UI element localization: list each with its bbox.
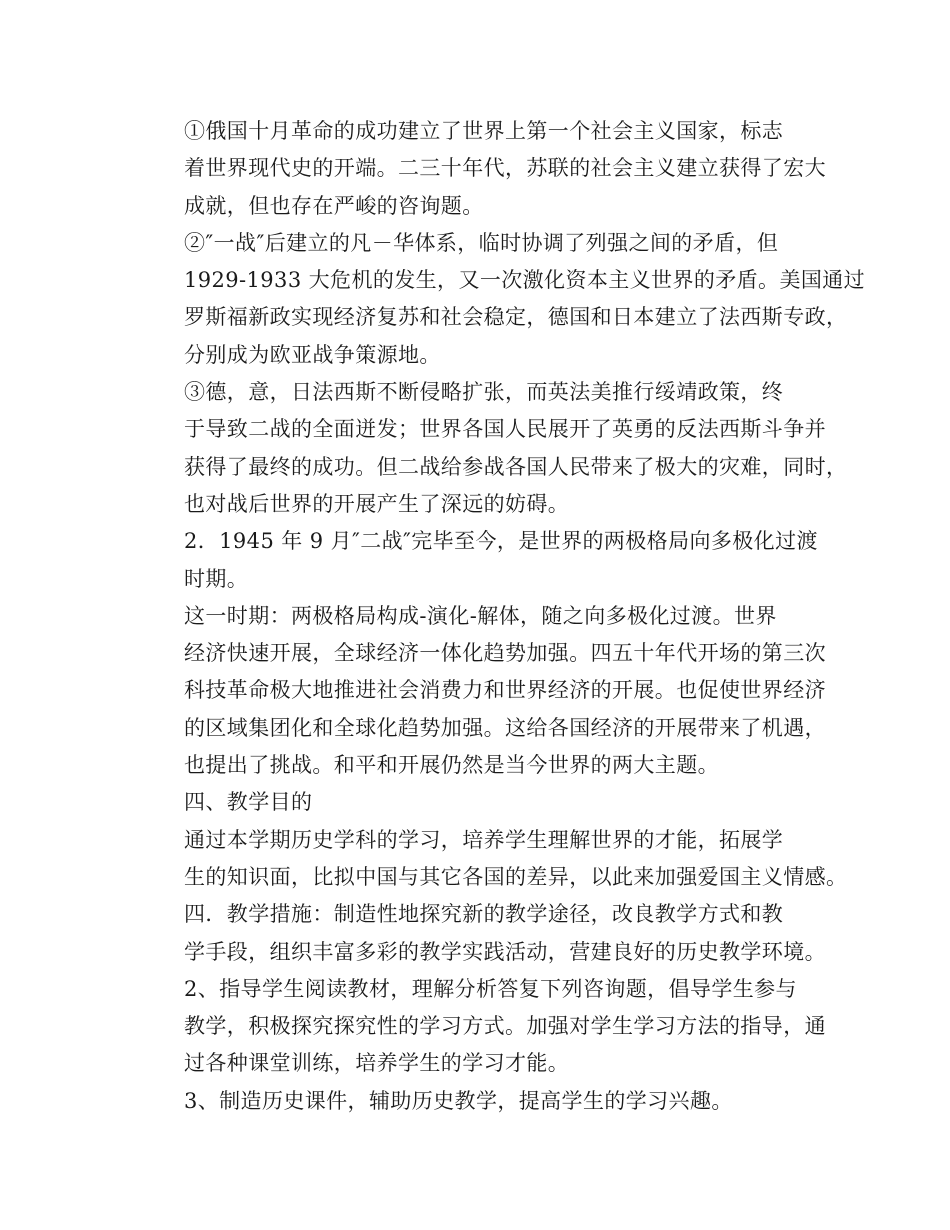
text-line: 的区域集团化和全球化趋势加强。这给各国经济的开展带来了机遇，	[184, 715, 826, 740]
text-line: 这一时期：两极格局构成-演化-解体，随之向多极化过渡。世界	[184, 603, 777, 628]
paragraph-fascist-expansion	[140, 374, 848, 523]
text-line: 1929-1933 大危机的发生，又一次激化资本主义世界的矛盾。美国通过	[184, 268, 866, 293]
text-line: 也对战后世界的开展产生了深远的妨碍。	[184, 491, 570, 516]
text-line: 时期。	[184, 566, 249, 591]
text-line: 2、指导学生阅读教材，理解分析答复下列咨询题，倡导学生参与	[184, 976, 797, 1001]
document-body	[140, 113, 866, 1120]
text-line: 通过本学期历史学科的学习，培养学生理解世界的才能，拓展学	[184, 827, 784, 852]
paragraph-bipolar-to-multipolar	[140, 598, 825, 784]
paragraph-teaching-goals	[140, 822, 848, 897]
text-line: 成就，但也存在严峻的咨询题。	[184, 193, 484, 218]
text-line: 教学，积极探究探究性的学习方式。加强对学生学习方法的指导，通	[184, 1014, 826, 1039]
text-line: 经济快速开展，全球经济一体化趋势加强。四五十年代开场的第三次	[184, 641, 826, 666]
text-line: 过各种课堂训练，培养学生的学习才能。	[184, 1051, 570, 1076]
paragraph-postwar-period	[140, 523, 825, 598]
text-line: 学手段，组织丰富多彩的教学实践活动，营建良好的历史教学环境。	[184, 939, 826, 964]
text-line: 科技革命极大地推进社会消费力和世界经济的开展。也促使世界经济	[184, 678, 826, 703]
text-line: ①俄国十月革命的成功建立了世界上第一个社会主义国家，标志	[184, 119, 784, 143]
paragraph-courseware	[140, 1083, 825, 1120]
paragraph-versailles-washington-system	[140, 225, 866, 374]
paragraph-october-revolution	[140, 113, 825, 225]
text-line: 分别成为欧亚战争策源地。	[184, 342, 441, 367]
paragraph-teaching-measures	[140, 896, 825, 971]
text-line: 四、教学目的	[184, 790, 313, 815]
text-line: 获得了最终的成功。但二战给参战各国人民带来了极大的灾难，同时，	[184, 454, 848, 479]
text-line: 罗斯福新政实现经济复苏和社会稳定，德国和日本建立了法西斯专政，	[184, 305, 848, 330]
text-line: 2．1945 年 9 月″二战″完毕至今，是世界的两极格局向多极化过渡	[184, 529, 818, 554]
text-line: 于导致二战的全面迸发；世界各国人民展开了英勇的反法西斯斗争并	[184, 417, 826, 442]
text-line: 着世界现代史的开端。二三十年代，苏联的社会主义建立获得了宏大	[184, 156, 826, 181]
text-line: ②″一战″后建立的凡－华体系，临时协调了列强之间的矛盾，但	[184, 230, 779, 255]
text-line: 四．教学措施：制造性地探究新的教学途径，改良教学方式和教	[184, 902, 784, 927]
paragraph-guide-reading	[140, 971, 825, 1083]
text-line: 生的知识面，比拟中国与其它各国的差异，以此来加强爱国主义情感。	[184, 864, 848, 889]
section-heading-teaching-goals	[140, 784, 825, 821]
text-line: 3、制造历史课件，辅助历史教学，提高学生的学习兴趣。	[184, 1088, 733, 1113]
text-line: 也提出了挑战。和平和开展仍然是当今世界的两大主题。	[184, 753, 719, 778]
text-line: ③德，意，日法西斯不断侵略扩张，而英法美推行绥靖政策，终	[184, 380, 784, 405]
